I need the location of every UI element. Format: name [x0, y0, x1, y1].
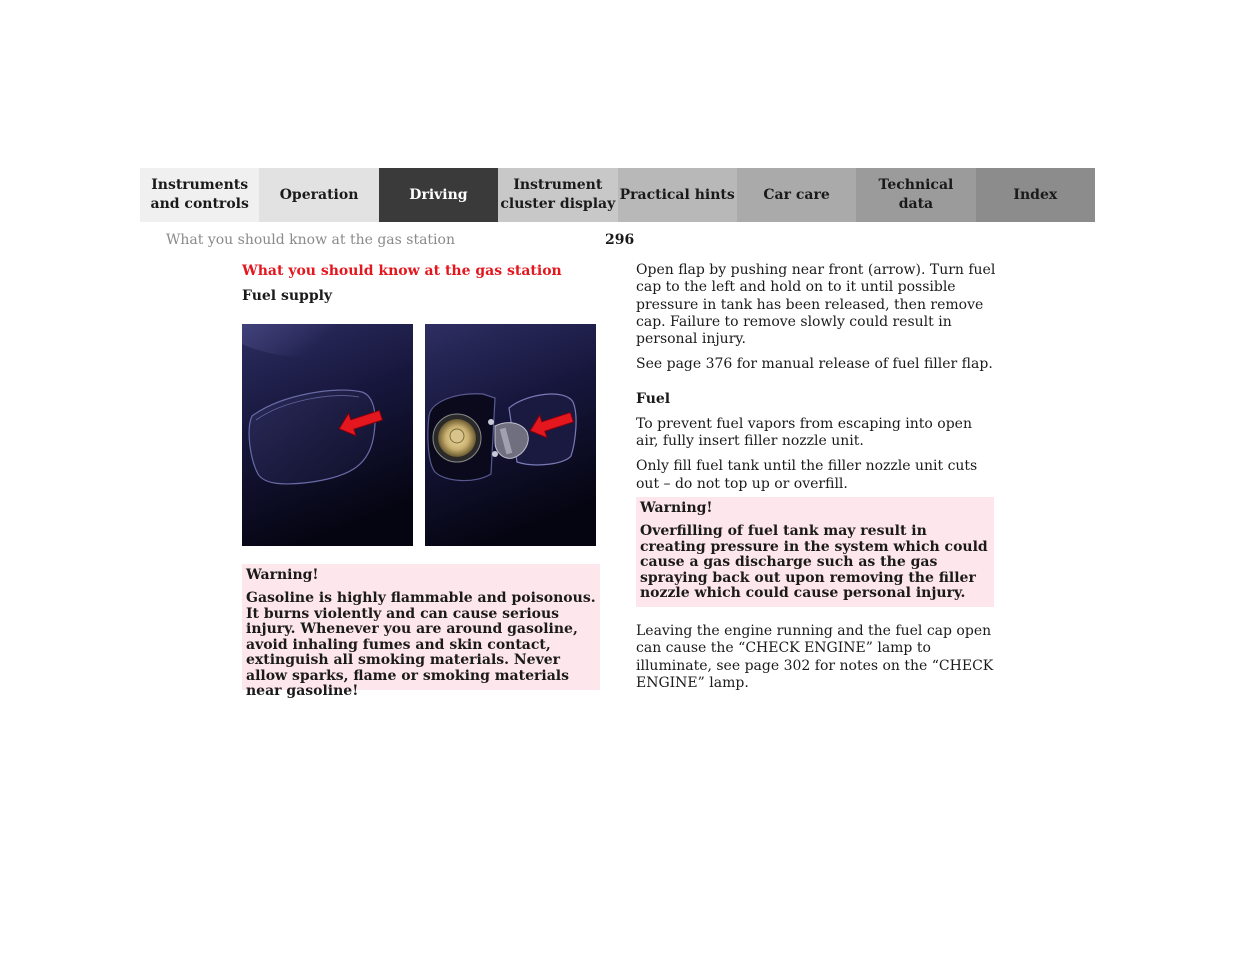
left-column: [242, 262, 600, 305]
warning-text: Gasoline is highly flammable and poisonous. It burns violently and can cause serious injury. Whenever you are around gasoline, avoid inhaling fumes and skin contact, extinguish all smoking materials. Never allow sparks, flame or smoking materials near gasoline!: [246, 590, 596, 699]
tab-instrument-cluster-display[interactable]: Instrument cluster display: [498, 168, 617, 222]
warning-text: Overfilling of fuel tank may result in creating pressure in the system which could cause a gas discharge such as the gas spraying back out upon removing the filler nozzle which could cause personal injury.: [640, 523, 988, 601]
tab-technical-data[interactable]: Technical data: [856, 168, 975, 222]
chapter-tabs: [140, 168, 1095, 222]
para-manual-release: See page 376 for manual release of fuel filler flap.: [636, 356, 993, 373]
fuel-cap-open-icon: [425, 324, 596, 546]
para-check-engine: Leaving the engine running and the fuel cap open can cause the “CHECK ENGINE” lamp to illuminate, see page 302 for notes on the “CHECK ENGINE” lamp.: [636, 623, 994, 691]
fuel-flap-closed-icon: [242, 324, 413, 546]
para-do-not-overfill: Only fill fuel tank until the filler nozzle unit cuts out – do not top up or overfill.: [636, 458, 978, 492]
page-number: 296: [605, 232, 635, 248]
warning-box-overfilling: [636, 497, 994, 607]
check-engine-note: [636, 623, 996, 692]
warning-title: Warning!: [246, 567, 319, 583]
tab-instruments-and-controls[interactable]: Instruments and controls: [140, 168, 259, 222]
tab-driving[interactable]: Driving: [379, 168, 498, 222]
tab-practical-hints[interactable]: Practical hints: [618, 168, 737, 222]
warning-box-gasoline: [242, 564, 600, 699]
running-head: What you should know at the gas station: [166, 232, 455, 248]
section-title: What you should know at the gas station: [242, 263, 562, 279]
tab-operation[interactable]: Operation: [259, 168, 378, 222]
tab-car-care[interactable]: Car care: [737, 168, 856, 222]
para-fuel-vapors: To prevent fuel vapors from escaping into open air, fully insert filler nozzle unit.: [636, 415, 972, 450]
tab-index[interactable]: Index: [976, 168, 1095, 222]
fuel-flap-photos: [242, 324, 596, 546]
subhead-fuel-supply: Fuel supply: [242, 288, 333, 304]
para-open-flap: Open flap by pushing near front (arrow). Turn fuel cap to the left and hold on to it until possible pressure in tank has been released, then remove cap. Failure to remove slowly could result in personal injury.: [636, 262, 996, 348]
right-column: [636, 262, 996, 493]
heading-fuel: Fuel: [636, 390, 671, 407]
warning-title: Warning!: [640, 500, 713, 516]
